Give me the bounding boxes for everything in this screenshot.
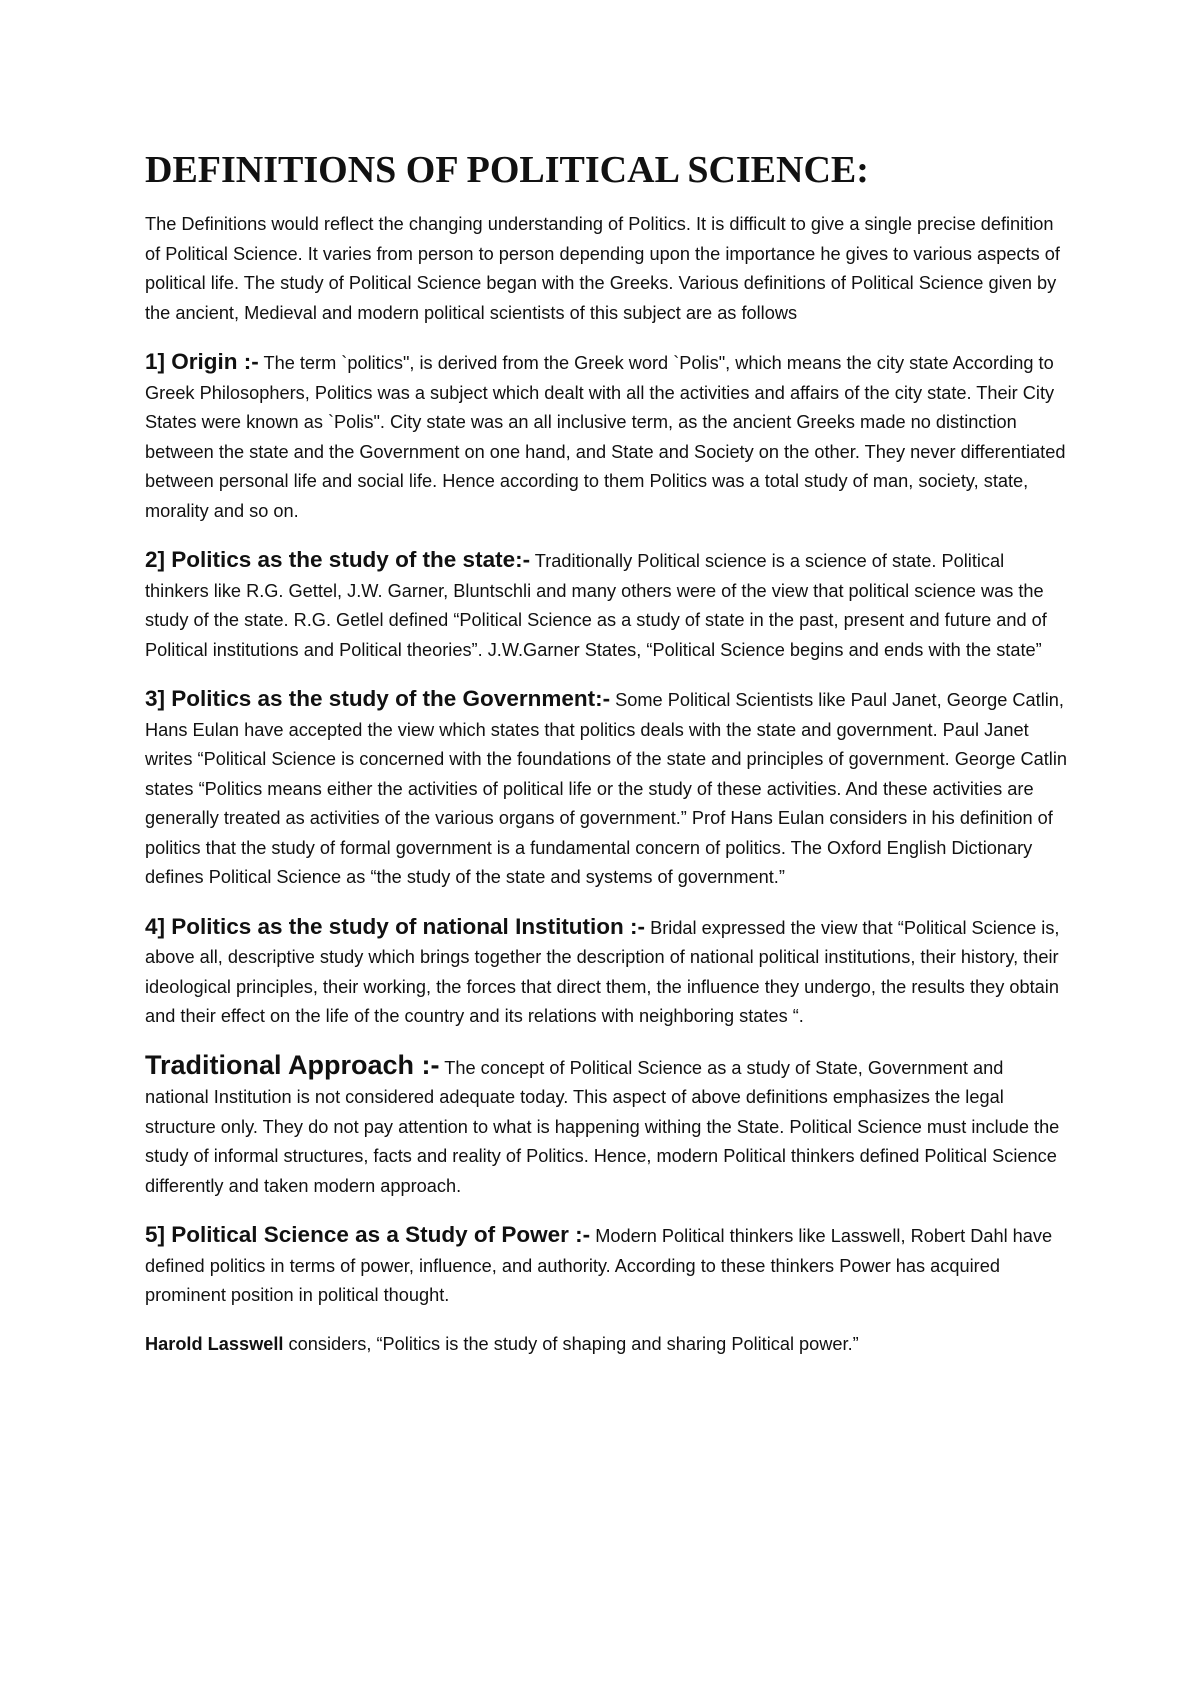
section-text: Some Political Scientists like Paul Janet, George Catlin, Hans Eulan have accepted the view which states that politics deals with the state and government. Paul Janet writes “Political Science is concerned with the foundations of the state and principles of government. George Catlin states “Politics means either the activities of political life or the study of these activities. And these activities are generally treated as activities of the various organs of government.” Prof Hans Eulan considers in his definition of politics that the study of formal government is a fundamental concern of politics. The Oxford English Dictionary defines Political Science as “the study of the state and systems of government.” — [145, 690, 1067, 887]
section-national-institution — [145, 912, 1070, 1032]
section-text: The term `politics", is derived from the Greek word `Polis", which means the city state According to Greek Philosophers, Politics was a subject which dealt with all the activities and affairs of the city state. Their City States were known as `Polis". City state was an all inclusive term, as the ancient Greeks made no distinction between the state and the Government on one hand, and State and Society on the other. They never differentiated between personal life and social life. Hence according to them Politics was a total study of man, society, state, morality and so on. — [145, 353, 1066, 521]
quote-author: Harold Lasswell — [145, 1333, 284, 1354]
section-heading: 2] Politics as the study of the state:- — [145, 547, 531, 572]
section-heading: 5] Political Science as a Study of Power :- — [145, 1222, 591, 1247]
quote-text: considers, “Politics is the study of shaping and sharing Political power.” — [283, 1333, 859, 1354]
section-text: Modern Political thinkers like Lasswell, Robert Dahl have defined politics in terms of power, influence, and authority. According to these thinkers Power has acquired prominent position in political thought. — [145, 1226, 1053, 1305]
section-study-of-power — [145, 1220, 1070, 1311]
lasswell-quote — [145, 1330, 1070, 1360]
section-text: Traditionally Political science is a science of state. Political thinkers like R.G. Gettel, J.W. Garner, Bluntschli and many others were of the view that political science was the study of the state. R.G. Getlel defined “Political Science as a study of state in the past, present and future and of Political institutions and Political theories”. J.W.Garner States, “Political Science begins and ends with the state” — [145, 551, 1047, 660]
section-heading: 1] Origin :- — [145, 349, 259, 374]
intro-paragraph: The Definitions would reflect the changing understanding of Politics. It is difficult to give a single precise definition of Political Science. It varies from person to person depending upon the importance he gives to various aspects of political life. The study of Political Science began with the Greeks. Various definitions of Political Science given by the ancient, Medieval and modern political scientists of this subject are as follows — [145, 214, 1060, 323]
document-title: DEFINITIONS OF POLITICAL SCIENCE: — [145, 149, 869, 191]
section-traditional-approach — [145, 1051, 1070, 1202]
section-text: Bridal expressed the view that “Political Science is, above all, descriptive study which brings together the description of national political institutions, their history, their ideological principles, their working, the forces that direct them, the influence they undergo, the results they obtain and their effect on the life of the country and its relations with neighboring states “. — [145, 917, 1060, 1026]
section-heading: 3] Politics as the study of the Government:- — [145, 686, 611, 711]
section-heading: 4] Politics as the study of national Institution :- — [145, 913, 646, 939]
document-page — [145, 148, 1070, 1378]
section-study-of-government — [145, 684, 1070, 893]
section-study-of-state — [145, 545, 1070, 665]
section-origin — [145, 347, 1070, 526]
section-text: The concept of Political Science as a study of State, Government and national Institution is not considered adequate today. This aspect of above definitions emphasizes the legal structure only. They do not pay attention to what is happening withing the State. Political Science must include the study of informal structures, facts and reality of Politics. Hence, modern Political thinkers defined Political Science differently and taken modern approach. — [145, 1057, 1060, 1196]
section-heading: Traditional Approach :- — [145, 1049, 440, 1080]
